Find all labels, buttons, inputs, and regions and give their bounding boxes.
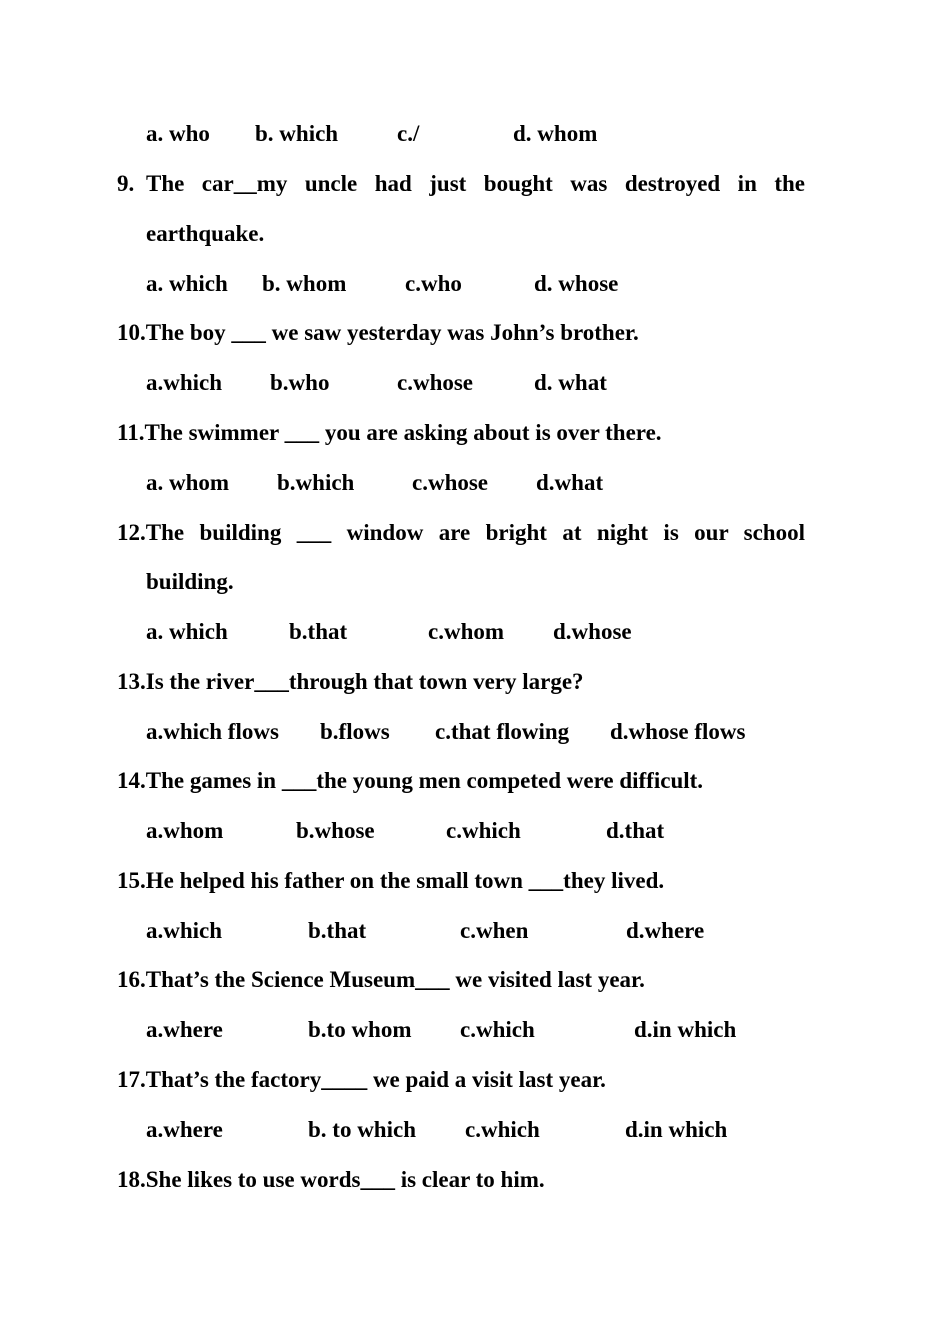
q17-option-d: d.in which: [625, 1117, 728, 1142]
q8-option-b: b. which: [255, 121, 339, 146]
q9-question-line2: earthquake.: [146, 221, 265, 246]
q9-number: 9.: [117, 171, 135, 196]
q11-option-b: b.which: [277, 470, 355, 495]
q17-option-b: b. to which: [308, 1117, 416, 1142]
q15-option-b: b.that: [308, 918, 367, 943]
q10-option-c: c.whose: [397, 370, 474, 395]
q8-option-c: c./: [397, 121, 420, 146]
q10-option-d: d. what: [534, 370, 607, 395]
q10-option-a: a.which: [146, 370, 223, 395]
q12-option-d: d.whose: [553, 619, 632, 644]
q13-option-b: b.flows: [320, 719, 390, 744]
q12-question-line2: building.: [146, 569, 234, 594]
q14-option-c: c.which: [446, 818, 521, 843]
q8-option-a: a. who: [146, 121, 210, 146]
q11-option-c: c.whose: [412, 470, 489, 495]
q11-question: 11.The swimmer ___ you are asking about is over there.: [117, 420, 662, 445]
q18-question: 18.She likes to use words___ is clear to him.: [117, 1167, 545, 1192]
q13-option-d: d.whose flows: [610, 719, 746, 744]
q16-option-d: d.in which: [634, 1017, 737, 1042]
q17-option-c: c.which: [465, 1117, 540, 1142]
q10-question: 10.The boy ___ we saw yesterday was John’s brother.: [117, 320, 639, 345]
q8-option-d: d. whom: [513, 121, 598, 146]
q12-option-a: a. which: [146, 619, 228, 644]
q9-option-a: a. which: [146, 271, 228, 296]
q14-question: 14.The games in ___the young men competed were difficult.: [117, 768, 704, 793]
q12-option-b: b.that: [289, 619, 348, 644]
q9-option-d: d. whose: [534, 271, 619, 296]
q13-question: 13.Is the river___through that town very large?: [117, 669, 584, 694]
q12-option-c: c.whom: [428, 619, 505, 644]
q17-option-a: a.where: [146, 1117, 223, 1142]
q16-question: 16.That’s the Science Museum___ we visited last year.: [117, 967, 645, 992]
q14-option-b: b.whose: [296, 818, 375, 843]
q16-option-a: a.where: [146, 1017, 223, 1042]
q13-option-c: c.that flowing: [435, 719, 570, 744]
q12-question-line1: 12.The building ___ window are bright at night is our school: [117, 520, 805, 545]
q17-question: 17.That’s the factory____ we paid a visit last year.: [117, 1067, 606, 1092]
q15-question: 15.He helped his father on the small town ___they lived.: [117, 868, 665, 893]
q14-option-a: a.whom: [146, 818, 224, 843]
q15-option-c: c.when: [460, 918, 529, 943]
q15-option-d: d.where: [626, 918, 705, 943]
q10-option-b: b.who: [270, 370, 330, 395]
q9-option-c: c.who: [405, 271, 462, 296]
q16-option-c: c.which: [460, 1017, 535, 1042]
q16-option-b: b.to whom: [308, 1017, 412, 1042]
q11-option-d: d.what: [536, 470, 604, 495]
q9-option-b: b. whom: [262, 271, 347, 296]
q15-option-a: a.which: [146, 918, 223, 943]
q13-option-a: a.which flows: [146, 719, 279, 744]
q14-option-d: d.that: [606, 818, 665, 843]
q9-question-line1: The car__my uncle had just bought was destroyed in the: [146, 171, 805, 196]
q11-option-a: a. whom: [146, 470, 230, 495]
